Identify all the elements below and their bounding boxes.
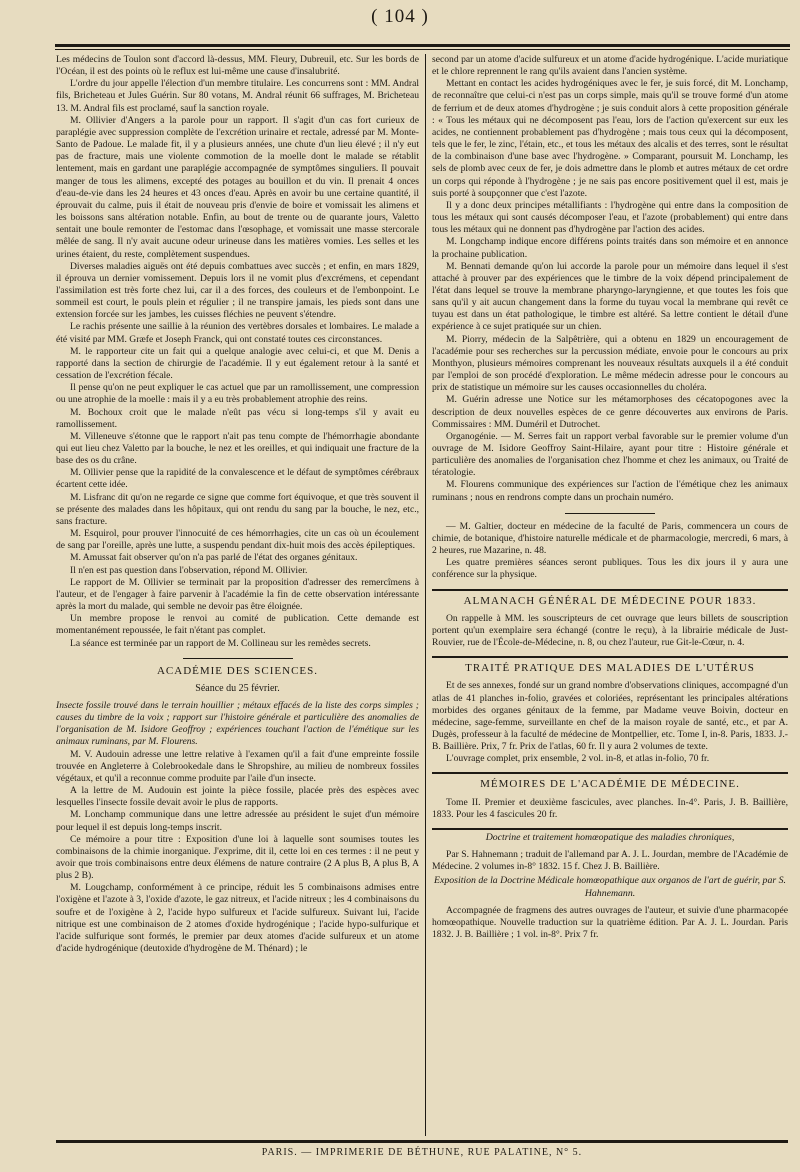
left-paragraph: La séance est terminée par un rapport de M. Collineau sur les remèdes secrets. bbox=[70, 637, 371, 649]
left-paragraph: M. Ollivier pense que la rapidité de la convalescence et le défaut de symptômes cérébraux écartent cette idée. bbox=[56, 467, 419, 491]
right-paragraph: Organogénie. — M. Serres fait un rapport verbal favorable sur le premier volume d'un ouvrage de M. Isidore Geoffroy Saint-Hilaire, ayant pour titre : Histoire générale et particulière des anomalies de l'organisation chez l'homme et chez les animaux, ou Traité de tératologie. bbox=[432, 430, 788, 479]
section-divider bbox=[565, 513, 655, 514]
left-paragraph: M. Ollivier d'Angers a la parole pour un rapport. Il s'agit d'un cas fort curieux de paraplégie avec suppression complète de l'excrétion urinaire et rectale, adressé par M. Monte-Santo de Padoue. Le malade fit, il y a plusieurs années, une chute d'un lieu élevé ; il n'y eut pas de fracture, mais une violente commotion de la moelle dont le malade se rétablit lentement, mais en gardant une paraplégie accompagnée de symptômes singuliers. Il pouvait manger de tous les alimens, excepté des potages au bouillon et du vin. Il prenait 4 onces d'eau-de-vie dans les 24 heures et 43 onces d'eau. Après en avoir bu une certaine quantité, il éprouvait du calme, puis il était de nouveau pris d'envie de boire et vomissait les alimens et les boissons sans altération notable. Enfin, au bout de trente ou de quarante jours, Valetto sentait une boule remonter de l'estomac dans l'œsophage, et vomissait une masse stercorale mêlée de sang. Il n'y avait aucune odeur urineuse dans les matières vomies. Les selles et les urines étaient, du reste, complètement suspendues. bbox=[56, 114, 419, 260]
session-summary: Insecte fossile trouvé dans le terrain houillier ; métaux effacés de la liste des corps simples ; causes du timbre de la voix ; rapport sur l'histoire générale et particulière des anomalies de l'organisation de M. Isidore Geoffroy ; expériences touchant l'action de l'émétique sur les animaux ruminans, par M. Flourens. bbox=[56, 699, 419, 748]
traite-heading: TRAITÉ PRATIQUE DES MALADIES DE L'UTÉRUS bbox=[465, 662, 755, 675]
homeopathy-title: Doctrine et traitement homœopatique des maladies chroniques, bbox=[485, 831, 735, 843]
left-paragraph: L'ordre du jour appelle l'élection d'un membre titulaire. Les concurrens sont : MM. Andral fils, Bricheteau et Jules Guérin. Sur 80 votans, M. Andral réunit 66 suffrages, M. Bricheteau 13. M. Andral fils est proclamé, sauf la sanction royale. bbox=[56, 78, 419, 114]
academy-heading: ACADÉMIE DES SCIENCES. bbox=[156, 664, 319, 677]
left-column bbox=[56, 54, 419, 1136]
academy-paragraph: M. Lonchamp communique dans une lettre adressée au président le sujet d'un mémoire pour lequel il est depuis long-temps inscrit. bbox=[56, 809, 419, 833]
academy-paragraph: M. Lougchamp, conformément à ce principe, réduit les 5 combinaisons admises entre l'oxigène et l'azote à 3, l'oxide d'azote, le gaz nitreux, et l'acide nitreux ; les 4 combinaisons du soufre et de l'oxigène à 2, l'acide hypo sulfureux et l'acide sulfureux. Suivant lui, l'acide nitrique est une combinaison de 2 atomes d'oxide hydrogénique ; l'acide hypo-sulfurique et l'acide sulfurique sont formés, le premier par deux atomes d'acide sulfureux et un atome d'acide hydrogénique (deutoxide d'hydrogène de M. Thénard) ; le bbox=[56, 882, 419, 955]
traite-text: L'ouvrage complet, prix ensemble, 2 vol. in-8, et atlas in-folio, 70 fr. bbox=[446, 753, 710, 765]
traite-text: Et de ses annexes, fondé sur un grand nombre d'observations cliniques, accompagné d'un atlas de 41 planches in-folio, gravées et coloriées, représentant les principales altérations morbides des organes génitaux de la femme, par Madame veuve Boivin, docteur en médecine, sage-femme, surveillante en chef de la maison royale de santé, etc., et par A. Dugès, professeur à la faculté de médecine de Montpellier, etc. Tome I, in-8. Paris, 1833. J.-B. Baillière. Prix, 7 fr. Prix de l'atlas, 60 fr. Il y aura 2 volumes de texte. bbox=[432, 680, 788, 753]
left-paragraph: M. Lisfranc dit qu'on ne regarde ce signe que comme fort équivoque, et que très souvent il se présente des malades dans les hôpitaux, qui ont rendu du sang par la bouche, le nez, etc., sans fracture. bbox=[56, 491, 419, 527]
right-column bbox=[432, 54, 788, 1136]
galtier-notice: — M. Galtier, docteur en médecine de la faculté de Paris, commencera un cours de chimie, de botanique, d'histoire naturelle médicale et de pharmacologie, mercredi, 6 mars, à 2 heures, rue Mazarine, n. 48. bbox=[432, 520, 788, 557]
right-paragraph: Mettant en contact les acides hydrogéniques avec le fer, je suis forcé, dit M. Lonchamp, de reconnaître que celui-ci n'est pas un corps simple, mais qu'il se trouve formé d'un atome de ferrium et de deux atomes d'hydrogène ; je suis conduit alors à cette proposition générale : « Tous les métaux qui ne décomposent pas l'eau, lors de l'action qu'exercent sur eux les acides, ne contiennent probablement pas d'hydrogène ; mais tous ceux qui la décomposent, tels que le fer, le zinc, l'étain, etc., et tous les métaux des alcalis et des terres, sont le résultat de la combinaison d'une base avec l'hydrogène. » Comparant, poursuit M. Lonchamp, les sels de plomb avec ceux de fer, je dois admettre dans le plomb et autres métaux de cet ordre un corps qui réponde à l'hydrogène ; je ne sais pas encore positivement quel il est, mais je suis porté à soupçonner que c'est l'azote. bbox=[432, 78, 788, 199]
academy-paragraph: M. V. Audouin adresse une lettre relative à l'examen qu'il a fait d'une empreinte fossile trouvée en Angleterre à Colebrookedale dans le Shropshire, au milieu de nombreux fossiles végétaux, et qu'il a reconnue comme produite par l'aile d'un insecte. bbox=[56, 748, 419, 784]
page-number: ( 104 ) bbox=[371, 6, 429, 27]
left-paragraph: Les médecins de Toulon sont d'accord là-dessus, MM. Fleury, Dubreuil, etc. Sur les bords de l'Océan, il est des points où le reflux est lui-même une cause d'insalubrité. bbox=[56, 54, 419, 78]
right-paragraph: second par un atome d'acide sulfureux et un atome d'acide hydrogénique. L'acide muriatique et le chlore reprennent le rang qu'ils avaient dans l'ancien système. bbox=[432, 54, 788, 78]
galtier-notice: Les quatre premières séances seront publiques. Tous les dix jours il y aura une conférence sur la physique. bbox=[432, 557, 788, 581]
section-divider bbox=[432, 589, 788, 591]
right-paragraph: M. Guérin adresse une Notice sur les métamorphoses des cécatopogones avec la description de deux nouvelles espèces de ce genre découvertes aux environs de Paris. Commissaires : MM. Duméril et Dutrochet. bbox=[432, 394, 788, 430]
homeopathy-text: Par S. Hahnemann ; traduit de l'allemand par A. J. L. Jourdan, membre de l'Académie de Médecine. 2 volumes in-8° 1832. 15 f. Chez J. B. Baillière. bbox=[432, 849, 788, 873]
almanach-text: On rappelle à MM. les souscripteurs de cet ouvrage que leurs billets de souscription portent qu'un exemplaire sera échangé (contre le reçu), à la librairie médicale de Just-Rouvier, rue de l'École-de-Médecine, n. 8, ou chez l'auteur, rue Git-le-Cœur, n. 4. bbox=[432, 612, 788, 649]
left-paragraph: M. Esquirol, pour prouver l'innocuité de ces hémorrhagies, cite un cas où un écoulement de sang par l'oreille, après une lutte, a suspendu pendant dix-huit mois des accès épileptiques. bbox=[56, 528, 419, 552]
left-paragraph: M. le rapporteur cite un fait qui a quelque analogie avec celui-ci, et que M. Denis a rapporté dans la section de chirurgie de l'académie. Il y eut également retour à la santé et cessation de l'excrétion fécale. bbox=[56, 345, 419, 382]
left-paragraph: Le rachis présente une saillie à la réunion des vertèbres dorsales et lombaires. Le malade a été visité par MM. Græfe et Joseph Franck, qui ont constaté toutes ces circonstances. bbox=[56, 321, 419, 345]
left-paragraph: M. Amussat fait observer qu'on n'a pas parlé de l'état des organes génitaux. bbox=[70, 552, 358, 564]
section-divider bbox=[432, 772, 788, 774]
right-paragraph: M. Bennati demande qu'on lui accorde la parole pour un mémoire dans lequel il s'est attaché à prouver par des expériences que le timbre de la voix dépend principalement de l'état dans lequel se trouve la membrane pharyngo-laryngienne, et que toutes les fois que sans qu'il y ait aucun changement dans la forme du tuyau vocal la membrane qui revêt ce tuyau est dans un état pathologique, le timbre est altéré. Sa lettre contient le détail d'une expérience à ce sujet pratiquée sur un chien. bbox=[432, 260, 788, 333]
left-paragraph: Il n'en est pas question dans l'observation, répond M. Ollivier. bbox=[70, 564, 308, 576]
academy-paragraph: A la lettre de M. Audouin est jointe la pièce fossile, placée près des espèces avec lesquelles l'insecte fossile devait avoir le plus de rapports. bbox=[56, 785, 419, 809]
right-paragraph: M. Piorry, médecin de la Salpêtrière, qui a obtenu en 1829 un encouragement de l'académie pour ses recherches sur la percussion médiate, envoie pour le concours au prix Monthyon, plusieurs mémoires comprenant les nouveaux résultats auxquels il a été conduit par l'emploi de son procédé d'exploration. Le même médecin adresse pour le concours au prix de statistique un mémoire sur les causes occasionnelles du choléra. bbox=[432, 333, 788, 394]
right-paragraph: Il y a donc deux principes métallifiants : l'hydrogène qui entre dans la composition de tous les métaux qui sont causés décomposer l'eau, et l'azote (probablement) qui entre dans tous les métaux qui ne donnent pas d'hydrogène par l'action des acides. bbox=[432, 199, 788, 236]
right-paragraph: M. Flourens communique des expériences sur l'action de l'émétique chez les animaux ruminans ; nous en rendrons compte dans un prochain numéro. bbox=[432, 479, 788, 503]
right-paragraph: M. Longchamp indique encore différens points traités dans son mémoire et en annonce la prochaine publication. bbox=[432, 236, 788, 260]
homeopathy-title-2: Exposition de la Doctrine Médicale homœopathique aux organos de l'art de guérir, par S. Hahnemann. bbox=[434, 875, 786, 899]
left-paragraph: Un membre propose le renvoi au comité de publication. Cette demande est momentanément repoussée, le fait n'étant pas complet. bbox=[56, 613, 419, 637]
printer-footer: PARIS. — IMPRIMERIE DE BÉTHUNE, RUE PALATINE, N° 5. bbox=[56, 1140, 788, 1158]
column-divider bbox=[425, 54, 426, 1136]
left-paragraph: Il pense qu'on ne peut expliquer le cas actuel que par un ramollissement, une compression ou une atrophie de la moelle : mais il y a eu très probablement atrophie des reins. bbox=[56, 382, 419, 406]
left-paragraph: Diverses maladies aiguës ont été depuis combattues avec succès ; et enfin, en mars 1829, il éprouva un dernier vomissement. Depuis lors il ne vomit plus d'excrémens, et cependant l'assimilation est très forte chez lui, car il a des forces, des couleurs et de l'embonpoint. Le sommeil est court, le pouls plein et régulier ; il ne transpire jamais, les pieds sont dans une extension forcée sur les jambes, les cuisses fléchies ne peuvent s'étendre. bbox=[56, 260, 419, 321]
session-date: Séance du 25 février. bbox=[195, 682, 280, 694]
top-rule bbox=[55, 44, 790, 50]
left-paragraph: Le rapport de M. Ollivier se terminait par la proposition d'adresser des remercîmens à l'auteur, et de l'engager à faire parvenir à l'académie la fin de cette observation intéressante après la mort du malade, qui semble ne devoir pas être éloignée. bbox=[56, 576, 419, 613]
section-divider bbox=[432, 656, 788, 658]
left-paragraph: M. Villeneuve s'étonne que le rapport n'ait pas tenu compte de l'hémorrhagie abondante qui eut lieu chez Valetto par la bouche, le nez et les oreilles, et qui indiquait une fracture de la base des os du crâne. bbox=[56, 430, 419, 467]
memoires-heading: MÉMOIRES DE L'ACADÉMIE DE MÉDECINE. bbox=[480, 778, 740, 791]
homeopathy-text-2: Accompagnée de fragmens des autres ouvrages de l'auteur, et suivie d'une pharmacopée homœopathique. Nouvelle traduction sur la quatrième édition. Par A. J. L. Jourdan. Paris 1832. J. B. Baillière ; 1 vol. in-8°. Prix 7 fr. bbox=[432, 904, 788, 940]
left-paragraph: M. Bochoux croit que le malade n'eût pas vécu si long-temps s'il y avait eu ramollissement. bbox=[56, 406, 419, 430]
section-divider bbox=[432, 828, 788, 830]
memoires-text: Tome II. Premier et deuxième fascicules, avec planches. In-4°. Paris, J. B. Baillière, 1833. Pour les 4 fascicules 20 fr. bbox=[432, 796, 788, 820]
section-divider bbox=[183, 658, 293, 659]
almanach-heading: ALMANACH GÉNÉRAL DE MÉDECINE POUR 1833. bbox=[463, 594, 757, 607]
academy-paragraph: Ce mémoire a pour titre : Exposition d'une loi à laquelle sont soumises toutes les combinaisons de la chimie inorganique. J'exprime, dit il, cette loi en ces termes : il ne peut y avoir que trois combinaisons entre deux élémens de nature contraire (2 A plus B, A plus B, A plus 2 B). bbox=[56, 833, 419, 882]
